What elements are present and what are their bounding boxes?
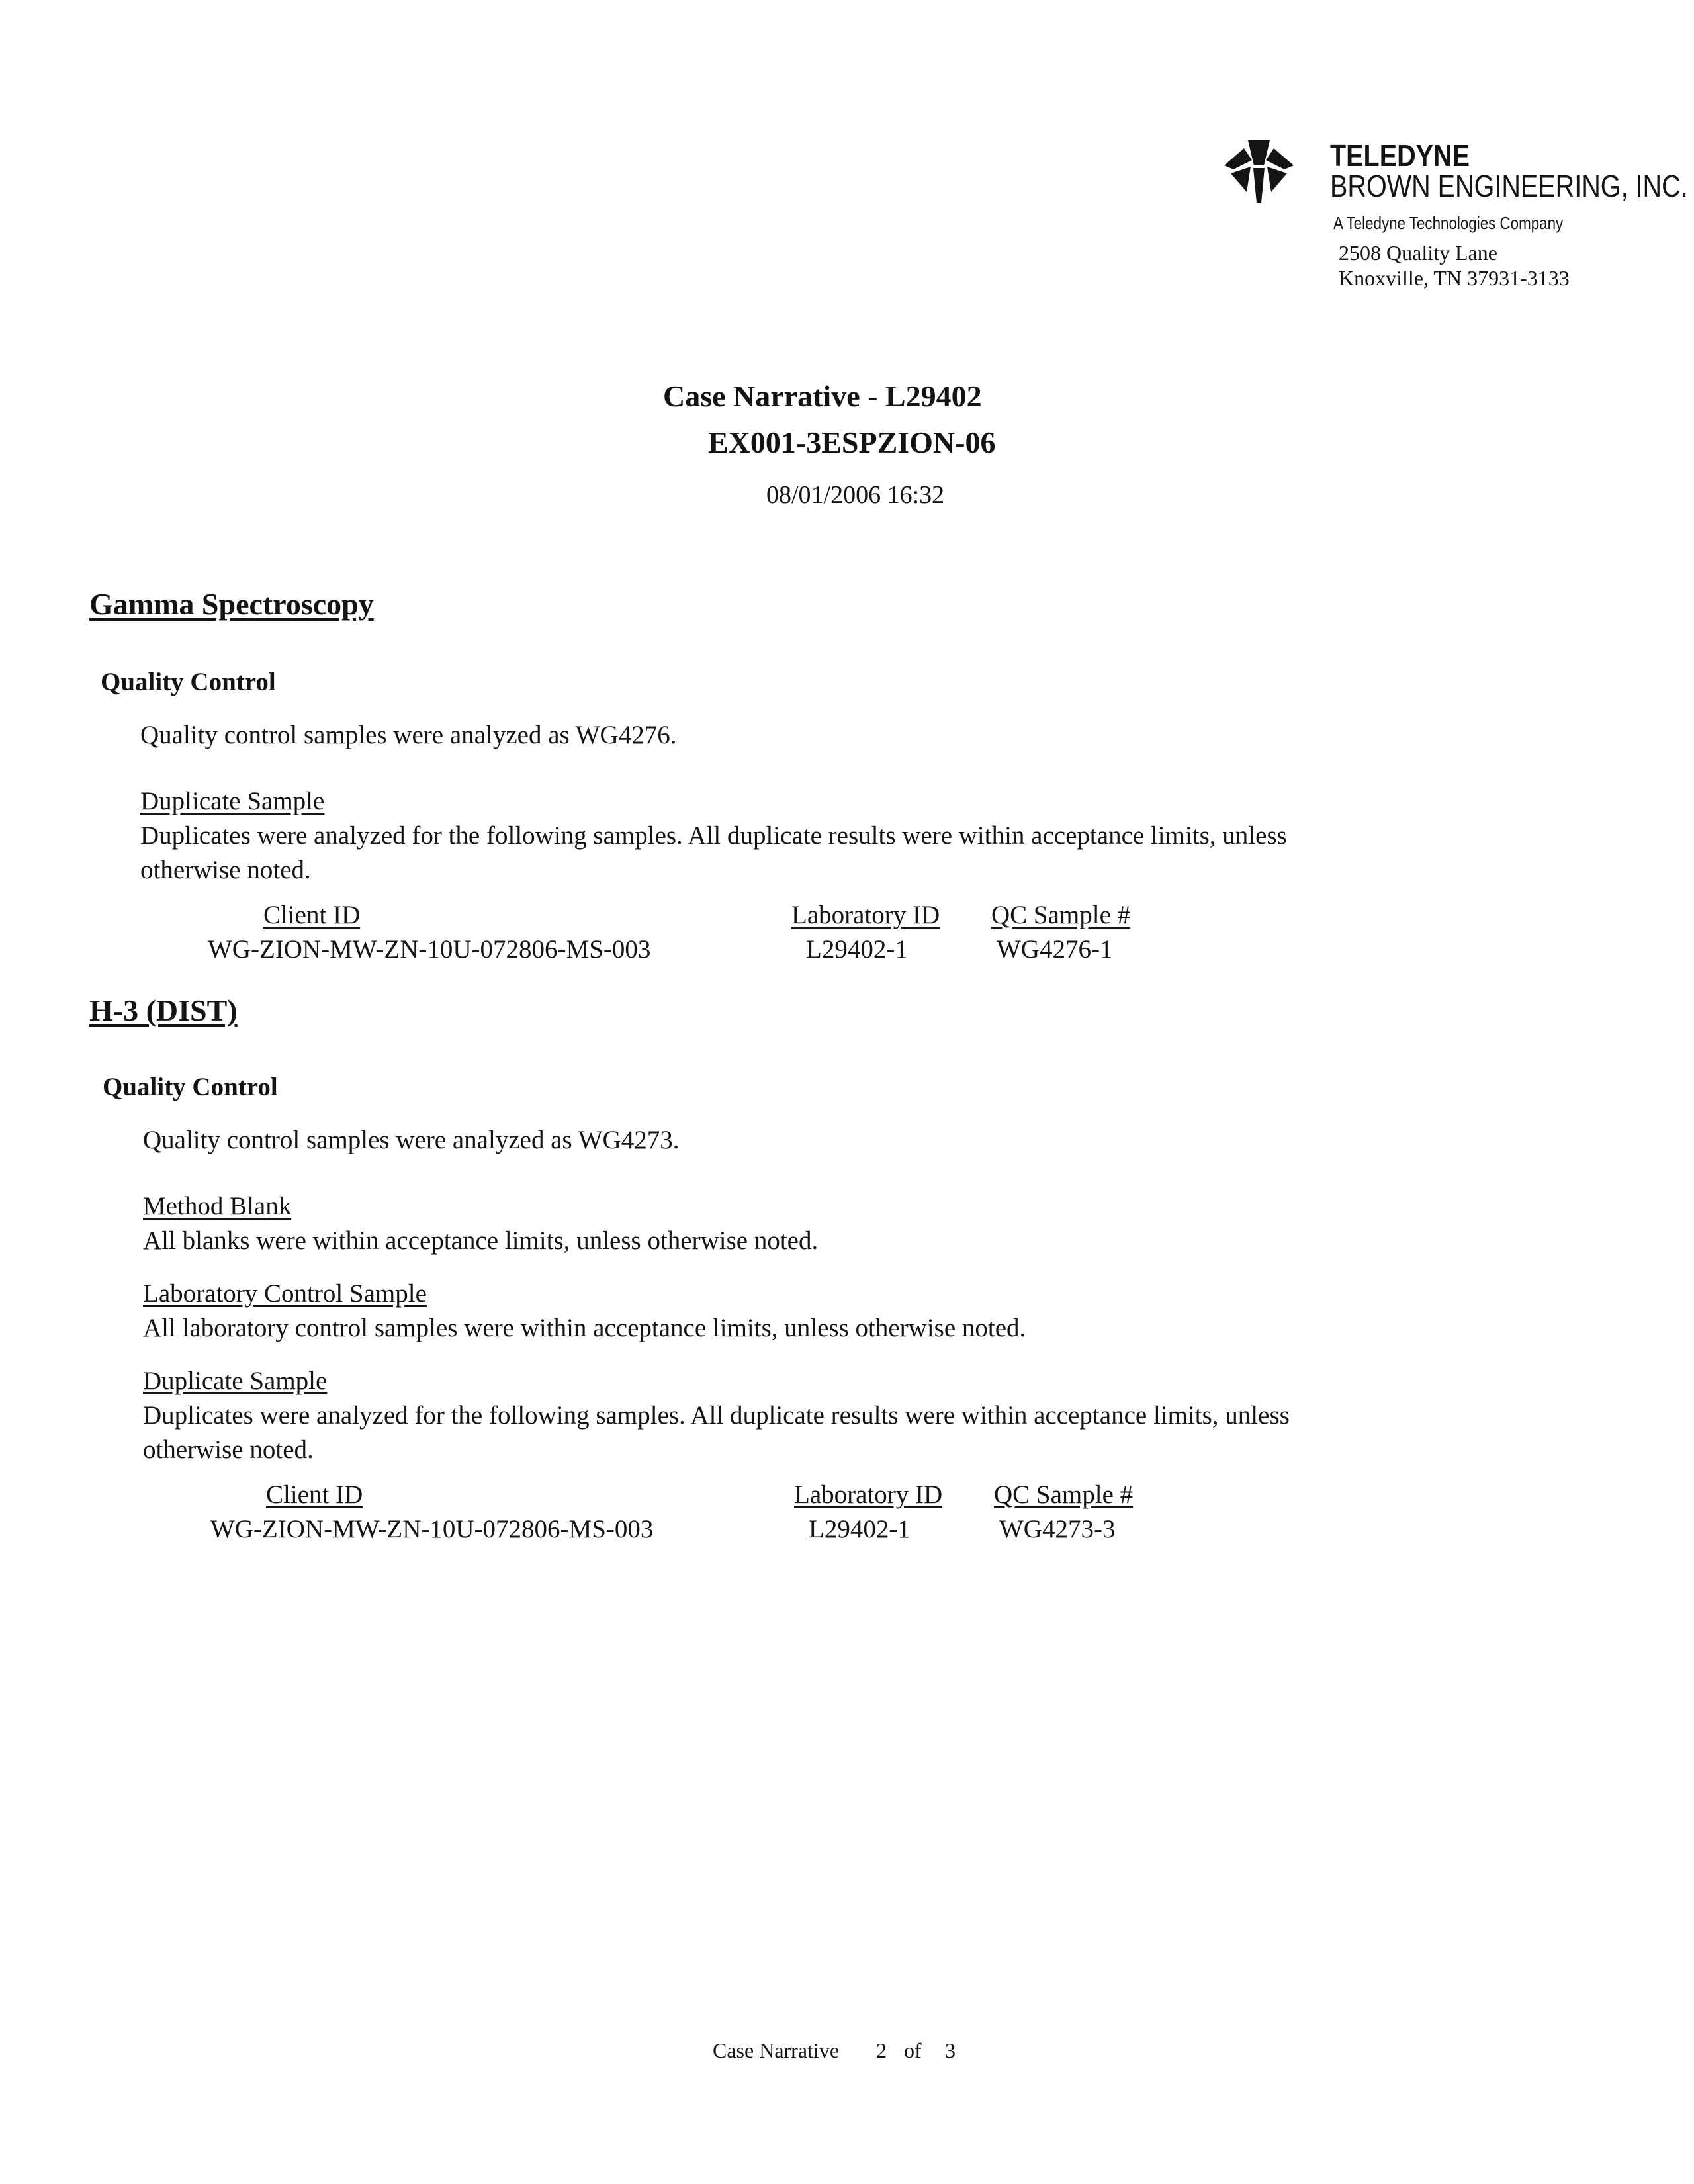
lcs-text: All laboratory control samples were within acceptance limits, unless otherwise noted. (143, 1314, 1026, 1342)
company-subname: BROWN ENGINEERING, INC. (1330, 169, 1688, 203)
table-row-client-id: WG-ZION-MW-ZN-10U-072806-MS-003 (208, 935, 651, 964)
duplicate-heading: Duplicate Sample (143, 1367, 328, 1395)
company-tagline: A Teledyne Technologies Company (1333, 213, 1564, 233)
footer-total-pages: 3 (945, 2038, 956, 2062)
col-header-lab-id: Laboratory ID (791, 901, 940, 929)
section-heading-h3: H-3 (DIST) (89, 993, 238, 1027)
footer-page-number: 2 (876, 2038, 887, 2062)
table-row-qc-sample: WG4276-1 (997, 935, 1113, 964)
duplicate-text-line2: otherwise noted. (143, 1435, 314, 1464)
duplicate-text-line1: Duplicates were analyzed for the following samples. All duplicate results were within acceptance limits, unless (140, 821, 1287, 850)
duplicate-text-line1: Duplicates were analyzed for the following samples. All duplicate results were within acceptance limits, unless (143, 1401, 1290, 1430)
col-header-client-id: Client ID (266, 1480, 363, 1509)
qc-heading: Quality Control (103, 1073, 278, 1101)
qc-text: Quality control samples were analyzed as WG4276. (140, 721, 677, 749)
page-title: Case Narrative - L29402 (663, 379, 982, 413)
table-row-lab-id: L29402-1 (806, 935, 908, 964)
footer-of: of (904, 2038, 922, 2062)
address-line-2: Knoxville, TN 37931-3133 (1339, 266, 1570, 290)
company-name: TELEDYNE (1330, 138, 1470, 173)
footer-label: Case Narrative (713, 2038, 840, 2062)
teledyne-logo-icon (1224, 140, 1294, 203)
table-row-qc-sample: WG4273-3 (999, 1515, 1116, 1543)
address-line-1: 2508 Quality Lane (1339, 241, 1497, 265)
qc-heading: Quality Control (101, 668, 276, 696)
col-header-client-id: Client ID (263, 901, 361, 929)
section-heading-gamma: Gamma Spectroscopy (89, 587, 374, 621)
qc-text: Quality control samples were analyzed as WG4273. (143, 1126, 680, 1154)
project-id: EX001-3ESPZION-06 (708, 426, 996, 459)
table-row-client-id: WG-ZION-MW-ZN-10U-072806-MS-003 (210, 1515, 654, 1543)
table-row-lab-id: L29402-1 (809, 1515, 911, 1543)
col-header-qc-sample: QC Sample # (994, 1480, 1134, 1509)
duplicate-heading: Duplicate Sample (140, 787, 325, 815)
col-header-lab-id: Laboratory ID (794, 1480, 943, 1509)
col-header-qc-sample: QC Sample # (991, 901, 1131, 929)
method-blank-heading: Method Blank (143, 1192, 292, 1220)
report-timestamp: 08/01/2006 16:32 (766, 481, 945, 509)
method-blank-text: All blanks were within acceptance limits, unless otherwise noted. (143, 1226, 819, 1255)
lcs-heading: Laboratory Control Sample (143, 1279, 427, 1308)
duplicate-text-line2: otherwise noted. (140, 856, 311, 884)
